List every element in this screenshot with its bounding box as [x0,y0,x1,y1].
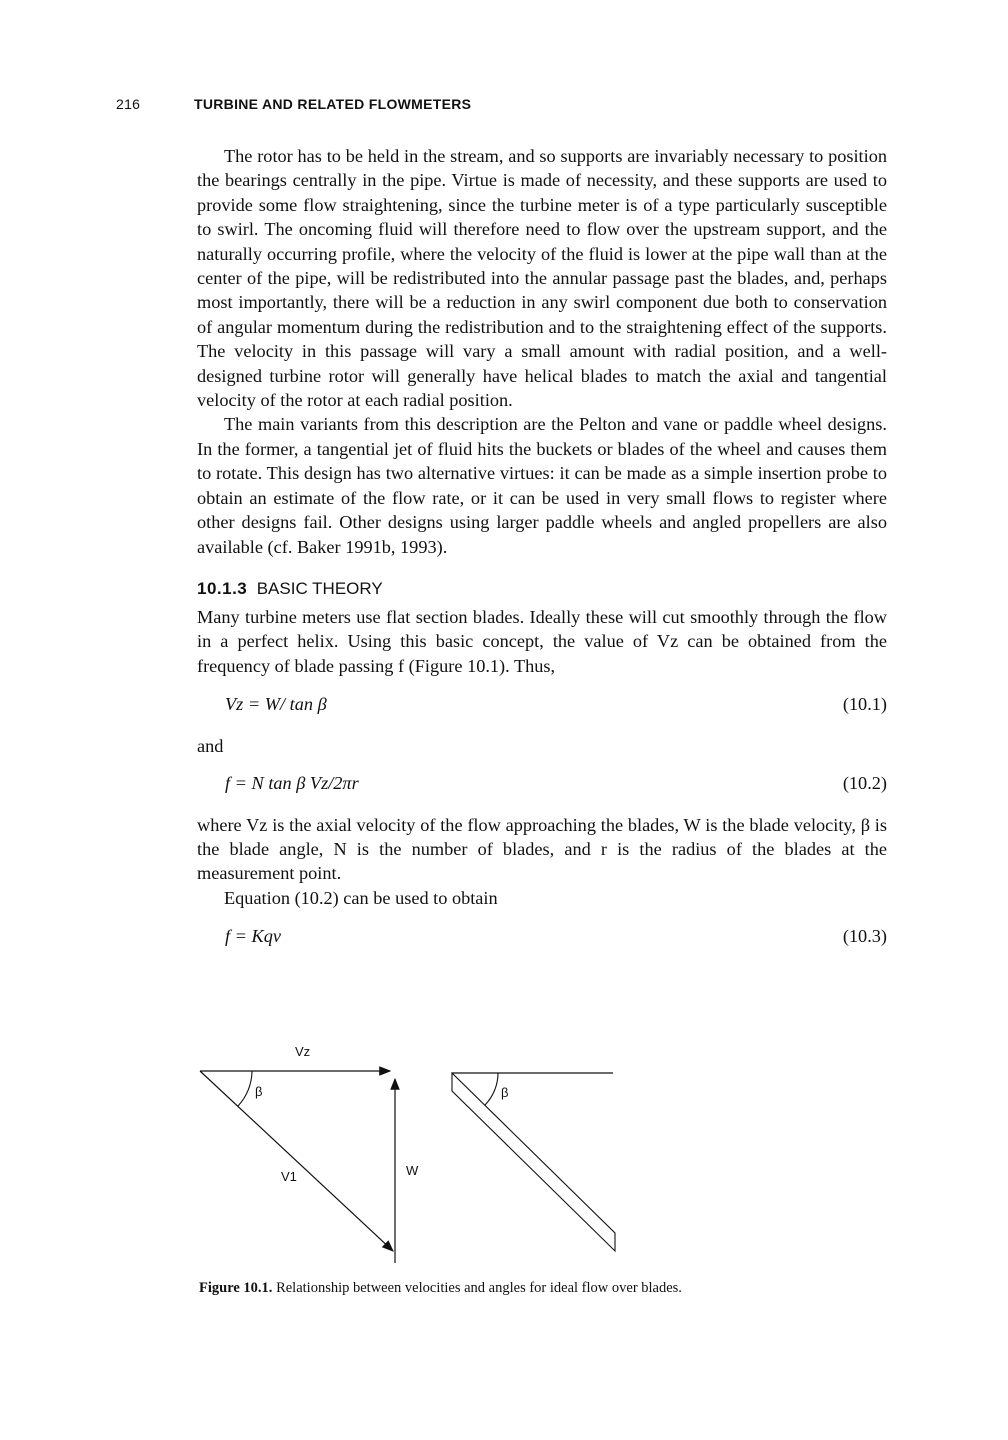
paragraph-1: The rotor has to be held in the stream, and so supports are invariably necessary to position the bearings centrally in the pipe. Virtue is made of necessity, and these supports are used to provide some flow straightening, since the turbine meter is of a type particularly susceptible to swirl. The oncoming fluid will therefore need to flow over the upstream support, and the naturally occurring profile, where the velocity of the fluid is lower at the pipe wall than at the center of the pipe, will be redistributed into the annular passage past the blades, and, perhaps most importantly, there will be a reduction in any swirl component due both to conservation of angular momentum during the redistribution and to the straightening effect of the supports. The velocity in this passage will vary a small amount with radial position, and a well-designed turbine rotor will generally have helical blades to match the axial and tangential velocity of the rotor at each radial position. [197,146,887,411]
beta-label-right: β [501,1085,509,1100]
equation-number: (10.3) [842,926,887,947]
equation-number: (10.2) [842,772,887,793]
figure-caption [199,1279,779,1298]
running-title: TURBINE AND RELATED FLOWMETERS [194,96,472,112]
page-body [197,144,887,950]
equation-text: Vz = W/ tan β [225,694,327,715]
equation-text: f = Kqv [225,926,282,947]
caption-text: Relationship between velocities and angles for ideal flow over blades. [276,1280,682,1296]
figure-10-1 [195,1035,625,1270]
equation-10-2 [197,773,887,797]
section-heading [197,579,887,599]
v1-label: V1 [281,1169,297,1184]
paragraph-5: Equation (10.2) can be used to obtain [224,887,498,908]
paragraph-3: Many turbine meters use flat section blades. Ideally these will cut smoothly through the flow in a perfect helix. Using this basic concept, the value of Vz can be obtained from the frequency of blade passing f (Figure 10.1). Thus, [197,606,887,676]
and-text: and [197,736,224,757]
caption-label: Figure 10.1. [199,1280,273,1296]
v1-arrow [200,1071,393,1251]
w-label: W [406,1163,419,1178]
running-head [116,96,471,112]
vz-label: Vz [295,1044,311,1059]
beta-label-left: β [255,1084,263,1099]
blade-shape [452,1073,615,1251]
paragraph-4: where Vz is the axial velocity of the flow approaching the blades, W is the blade velocity, β is the blade angle, N is the number of blades, and r is the radius of the blades at the measurement point. [197,814,887,884]
equation-10-1 [197,694,887,718]
beta-arc-right [485,1073,498,1105]
velocity-triangle-diagram [195,1035,625,1270]
equation-10-3 [197,926,887,950]
page-number: 216 [116,96,141,112]
equation-number: (10.1) [842,694,887,715]
section-title: BASIC THEORY [256,578,383,598]
section-number: 10.1.3 [197,578,248,598]
beta-arc-left [238,1071,252,1106]
paragraph-2: The main variants from this description are the Pelton and vane or paddle wheel designs. In the former, a tangential jet of fluid hits the buckets or blades of the wheel and causes them to rotate. This design has two alternative virtues: it can be made as a simple insertion probe to obtain an estimate of the flow rate, or it can be used in very small flows to register where other designs fail. Other designs using larger paddle wheels and angled propellers are also available (cf. Baker 1991b, 1993). [197,414,887,557]
equation-text: f = N tan β Vz/2πr [225,772,359,793]
